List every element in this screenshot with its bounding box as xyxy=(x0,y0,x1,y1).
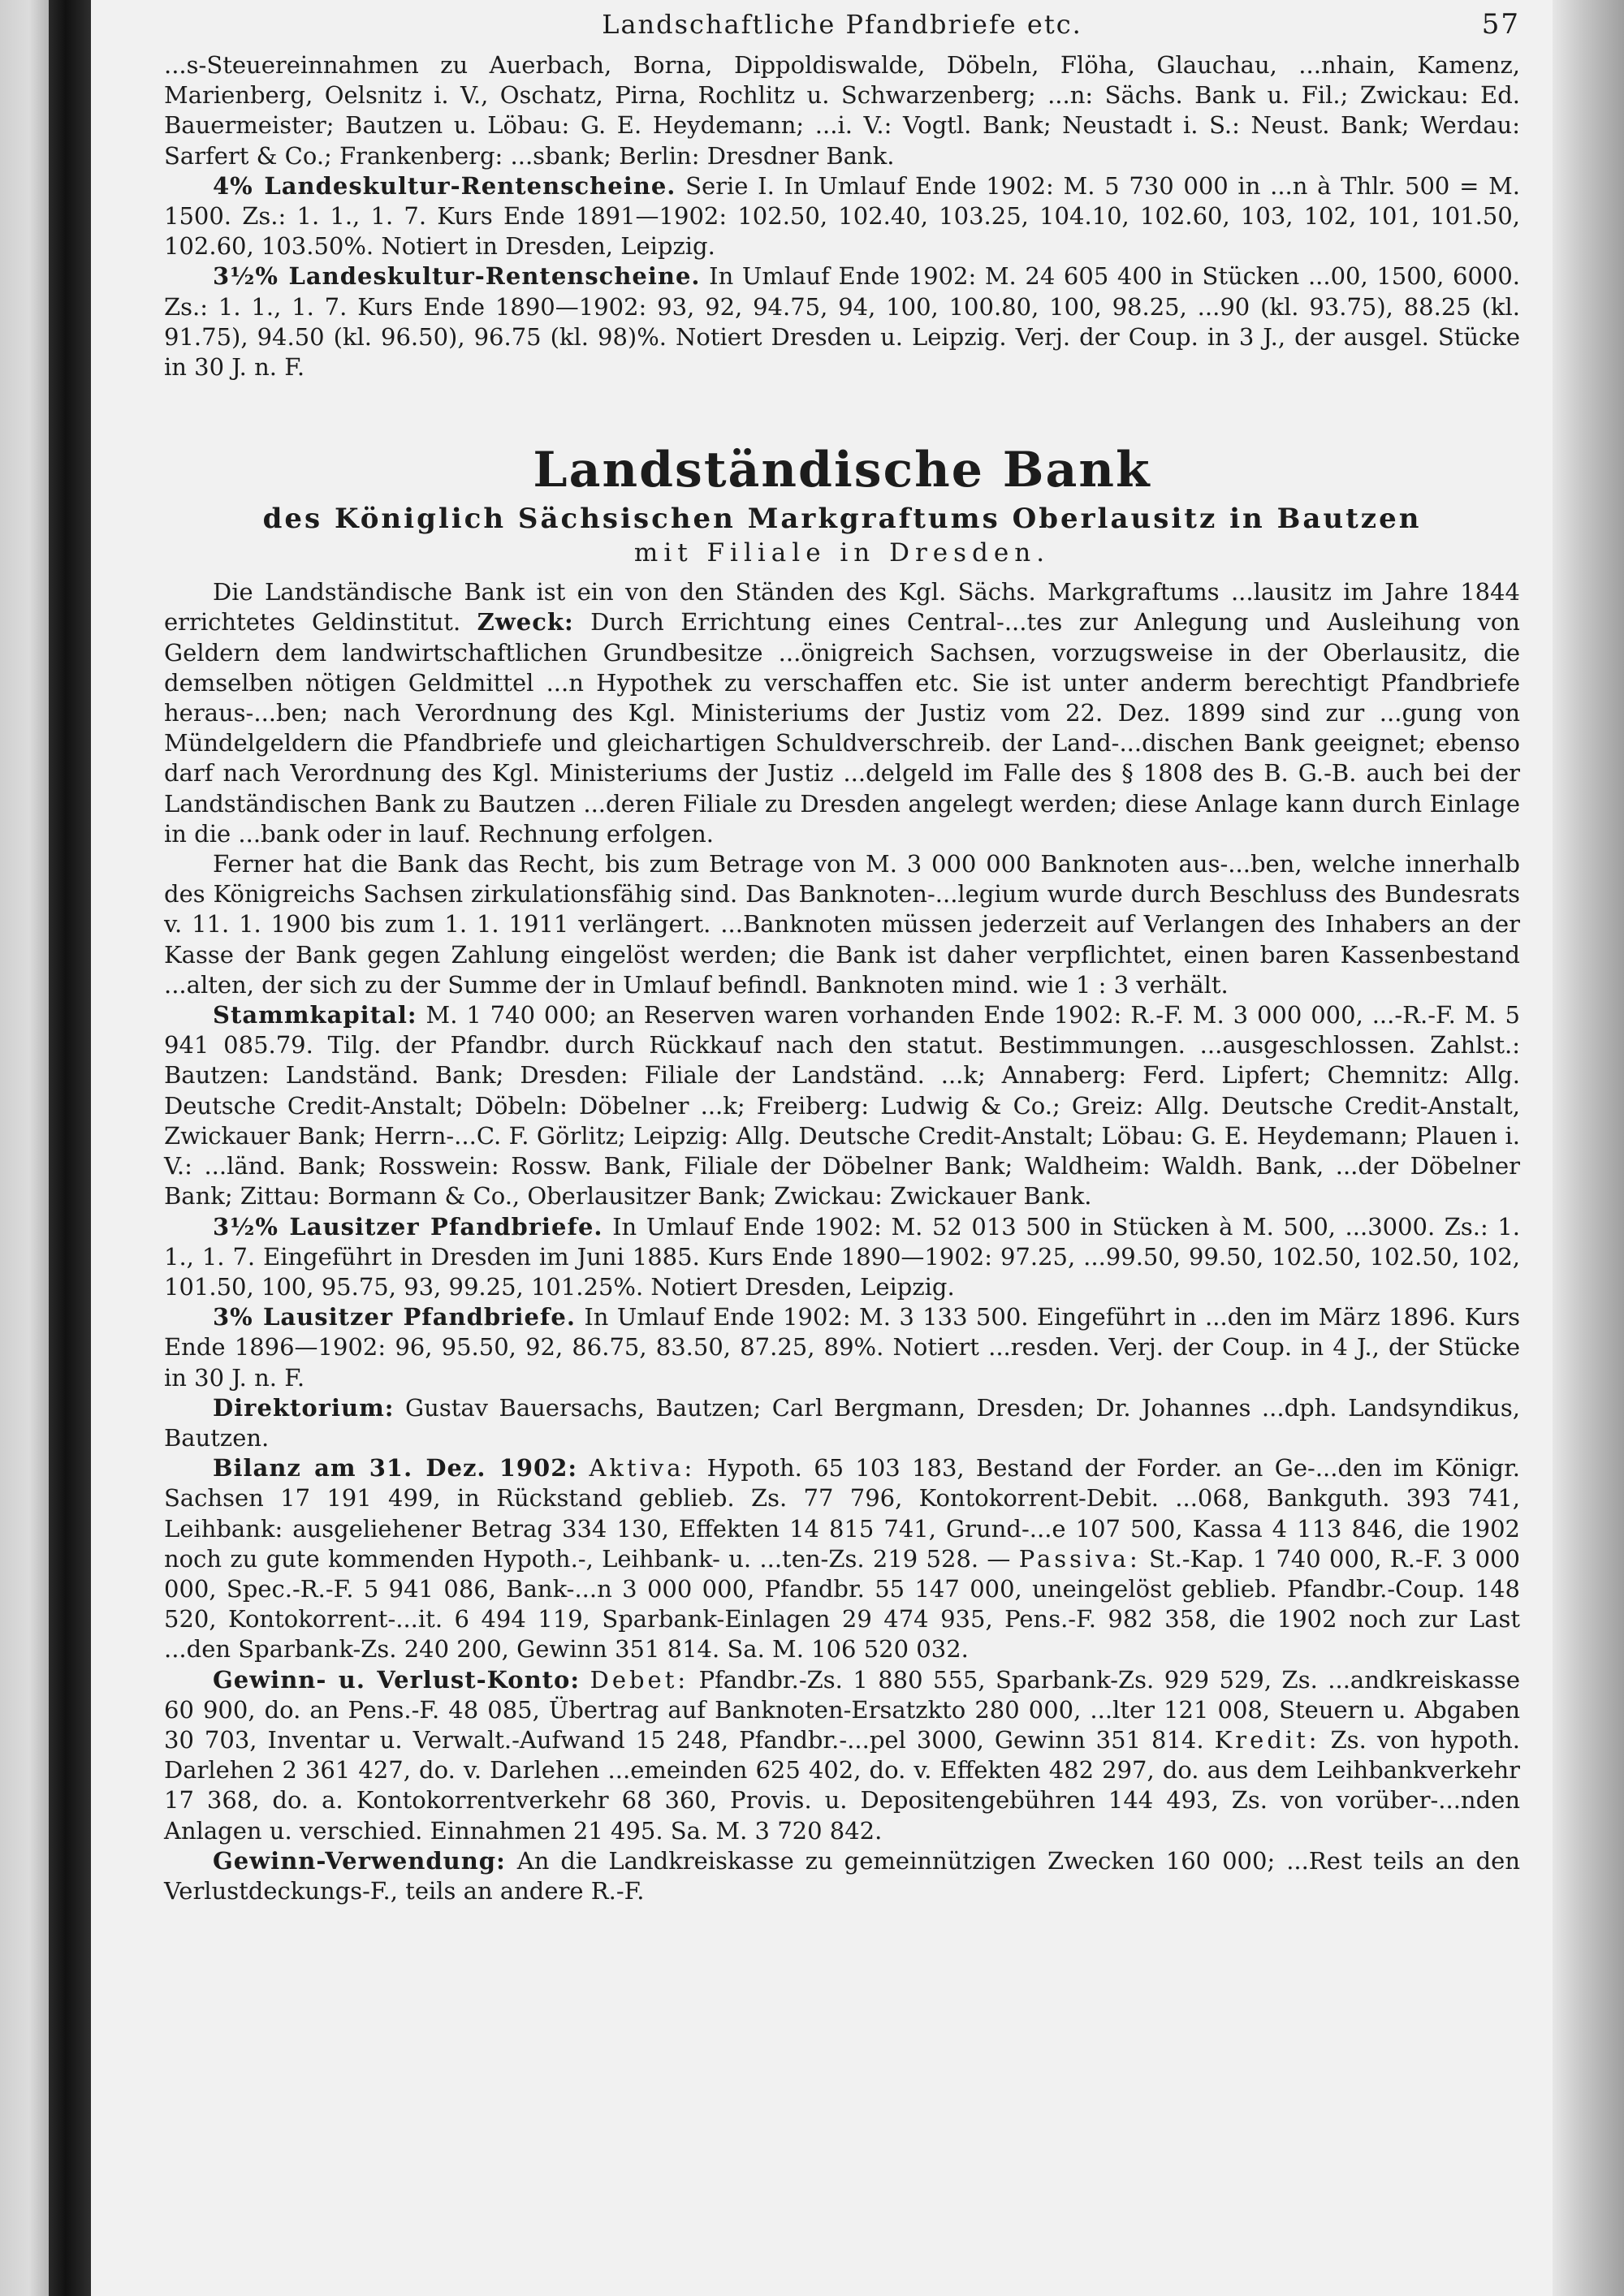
entry-text: In Umlauf Ende 1902: M. 52 013 500 in Stücken à M. 500, ...3000. Zs.: 1. 1., 1. 7. Eingeführt in Dresden im Juni 1885. Kurs Ende 1890—1902: 97.25, ...99.50, 99.50, 102.50, 102.50, 102, 101.50, 100, 95.75, 93, 99.25, 101.25%. Notiert Dresden, Leipzig. xyxy=(164,1212,1521,1301)
entry-label: Gewinn- u. Verlust-Konto: xyxy=(213,1665,581,1694)
entry-label: Direktorium: xyxy=(213,1393,395,1422)
entry-text: In Umlauf Ende 1902: M. 3 133 500. Eingeführt in ...den im März 1896. Kurs Ende 1896—1902: 96, 95.50, 92, 86.75, 83.50, 87.25, 89%. Notiert ...resden. Verj. der Coup. in 4 J., der Stücke in 30 J. n. F. xyxy=(164,1303,1520,1392)
entry-bilanz xyxy=(164,1453,1520,1664)
entry-label: 3½% Landeskultur-Rentenscheine. xyxy=(213,262,701,291)
banknote-paragraph: Ferner hat die Bank das Recht, bis zum Betrage von M. 3 000 000 Banknoten aus-...ben, welche innerhalb des Königreichs Sachsen zirkulationsfähig sind. Das Banknoten-...legium wurde durch Beschluss des Bundesrats v. 11. 1. 1900 bis zum 1. 1. 1911 verlängert. ...Banknoten müssen jederzeit auf Verlangen des Inhabers an der Kasse der Bank gegen Zahlung eingelöst werden; die Bank ist daher verpflichtet, einen baren Kassenbestand ...alten, der sich zu der Summe der in Umlauf befindl. Banknoten mind. wie 1 : 3 verhält. xyxy=(164,850,1520,999)
entry-stammkapital xyxy=(164,1000,1520,1211)
running-head xyxy=(164,10,1520,50)
running-head-title: Landschaftliche Pfandbriefe etc. xyxy=(602,9,1082,40)
entry-label: 3½% Lausitzer Pfandbriefe. xyxy=(213,1212,603,1241)
entry-gewinn-verwendung xyxy=(164,1846,1520,1906)
entry-direktorium xyxy=(164,1393,1520,1453)
bank-title: Landständische Bank xyxy=(533,442,1151,499)
entry-label: 3% Lausitzer Pfandbriefe. xyxy=(213,1303,576,1331)
entry-text: Gustav Bauersachs, Bautzen; Carl Bergmann, Dresden; Dr. Johannes ...dph. Landsyndikus, Bautzen. xyxy=(164,1393,1520,1452)
scan-left-margin xyxy=(0,0,49,2296)
debet-label: Debet: xyxy=(590,1665,689,1694)
entry-landeskultur-35 xyxy=(164,261,1520,382)
entry-label: Stammkapital: xyxy=(213,1001,417,1029)
bank-subtitle-branch: mit Filiale in Dresden. xyxy=(633,538,1051,568)
zweck-label: Zweck: xyxy=(477,608,574,637)
entry-label: 4% Landeskultur-Rentenscheine. xyxy=(213,171,676,200)
entry-gewinn-verlust xyxy=(164,1665,1520,1846)
intro-text-b: Durch Errichtung eines Central-...tes zur Anlegung und Ausleihung von Geldern dem landwirtschaftlichen Grundbesitze ...önigreich Sachsen, vorzugsweise in der Oberlausitz, die demselben nötigen Geldmittel ...n Hypothek zu verschaffen etc. Sie ist unter anderm berechtigt Pfandbriefe heraus-...ben; nach Verordnung des Kgl. Ministeriums der Justiz vom 22. Dez. 1899 sind zur ...gung von Mündelgeldern die Pfandbriefe und gleichartigen Schuldverschreib. der Land-...dischen Bank geeignet; ebenso darf nach Verordnung des Kgl. Ministeriums der Justiz ...delgeld im Falle des § 1808 des B. G.-B. auch bei der Landständischen Bank zu Bautzen ...deren Filiale zu Dresden angelegt werden; diese Anlage kann durch Einlage in die ...bank oder in lauf. Rechnung erfolgen. xyxy=(164,608,1520,848)
page-number: 57 xyxy=(1481,8,1520,41)
passiva-text: St.-Kap. 1 740 000, R.-F. 3 000 000, Spec.-R.-F. 5 941 086, Bank-...n 3 000 000, Pfandbr. 55 147 000, uneingelöst geblieb. Pfandbr.-Coup. 148 520, Kontokorrent-...it. 6 494 119, Sparbank-Einlagen 29 474 935, Pens.-F. 982 358, die 1902 noch zur Last ...den Sparbank-Zs. 240 200, Gewinn 351 814. Sa. M. 106 520 032. xyxy=(164,1544,1521,1664)
kredit-label: Kredit: xyxy=(1214,1725,1320,1754)
scan-right-margin xyxy=(1553,0,1624,2296)
binding-shadow xyxy=(49,0,91,2296)
entry-text: An die Landkreiskasse zu gemeinnützigen Zwecken 160 000; ...Rest teils an den Verlustdeckungs-F., teils an andere R.-F. xyxy=(164,1846,1521,1905)
intro-text-a: Die Landständische Bank ist ein von den Ständen des Kgl. Sächs. Markgraftums ...lausitz im Jahre 1844 errichtetes Geldinstitut. xyxy=(164,578,1520,637)
entry-lausitzer-3 xyxy=(164,1302,1520,1393)
entry-text: In Umlauf Ende 1902: M. 24 605 400 in Stücken ...00, 1500, 6000. Zs.: 1. 1., 1. 7. Kurs Ende 1890—1902: 93, 92, 94.75, 94, 100, 100.80, 100, 98.25, ...90 (kl. 93.75), 88.25 (kl. 91.75), 94.50 (kl. 96.50), 96.75 (kl. 98)%. Notiert Dresden u. Leipzig. Verj. der Coup. in 3 J., der ausgel. Stücke in 30 J. n. F. xyxy=(164,262,1521,382)
entry-label: Bilanz am 31. Dez. 1902: xyxy=(213,1454,578,1482)
intro-paragraph xyxy=(164,577,1520,849)
kredit-text: Zs. von hypoth. Darlehen 2 361 427, do. v. Darlehen ...emeinden 625 402, do. v. Effekten 482 297, do. aus dem Leihbankverkehr 17 368, do. a. Kontokorrentverkehr 68 360, Provis. u. Depositengebühren 144 493, Zs. von vorüber-...nden Anlagen u. verschied. Einnahmen 21 495. Sa. M. 3 720 842. xyxy=(164,1725,1521,1845)
bank-subtitle: des Königlich Sächsischen Markgraftums Oberlausitz in Bautzen xyxy=(262,503,1422,536)
passiva-label: Passiva: xyxy=(1018,1544,1141,1573)
entry-label: Gewinn-Verwendung: xyxy=(213,1846,506,1875)
aktiva-label: Aktiva: xyxy=(589,1454,696,1482)
entry-lausitzer-35 xyxy=(164,1212,1520,1303)
entry-text: M. 1 740 000; an Reserven waren vorhanden Ende 1902: R.-F. M. 3 000 000, ...-R.-F. M. 5 941 085.79. Tilg. der Pfandbr. durch Rückkauf nach den statut. Bestimmungen. ...ausgeschlossen. Zahlst.: Bautzen: Landständ. Bank; Dresden: Filiale der Landständ. ...k; Annaberg: Ferd. Lipfert; Chemnitz: Allg. Deutsche Credit-Anstalt; Döbeln: Döbelner ...k; Freiberg: Ludwig & Co.; Greiz: Allg. Deutsche Credit-Anstalt, Zwickauer Bank; Herrn-...C. F. Görlitz; Leipzig: Allg. Deutsche Credit-Anstalt; Löbau: G. E. Heydemann; Plauen i. V.: ...länd. Bank; Rosswein: Rossw. Bank, Filiale der Döbelner Bank; Waldheim: Waldh. Bank, ...der Döbelner Bank; Zittau: Bormann & Co., Oberlausitzer Bank; Zwickau: Zwickauer Bank. xyxy=(164,1001,1520,1211)
page-content xyxy=(164,10,1520,1906)
book-page xyxy=(91,0,1553,2296)
debet-text: Pfandbr.-Zs. 1 880 555, Sparbank-Zs. 929 529, Zs. ...andkreiskasse 60 900, do. an Pens.-F. 48 085, Übertrag auf Banknoten-Ersatzkto 280 000, ...lter 121 008, Steuern u. Abgaben 30 703, Inventar u. Verwalt.-Aufwand 15 248, Pfandbr.-...pel 3000, Gewinn 351 814. xyxy=(164,1665,1520,1754)
entry-landeskultur-4 xyxy=(164,171,1520,262)
continuation-paragraph: ...s-Steuereinnahmen zu Auerbach, Borna, Dippoldiswalde, Döbeln, Flöha, Glauchau, ...nhain, Kamenz, Marienberg, Oelsnitz i. V., Oschatz, Pirna, Rochlitz u. Schwarzenberg; ...n: Sächs. Bank u. Fil.; Zwickau: Ed. Bauermeister; Bautzen u. Löbau: G. E. Heydemann; ...i. V.: Vogtl. Bank; Neustadt i. S.: Neust. Bank; Werdau: Sarfert & Co.; Frankenberg: ...sbank; Berlin: Dresdner Bank. xyxy=(164,51,1520,170)
aktiva-text: Hypoth. 65 103 183, Bestand der Forder. an Ge-...den im Königr. Sachsen 17 191 499, in Rückstand geblieb. Zs. 77 796, Kontokorrent-Debit. ...068, Bankguth. 393 741, Leihbank: ausgeliehener Betrag 334 130, Effekten 14 815 741, Grund-...e 107 500, Kassa 4 113 846, die 1902 noch zu gute kommenden Hypoth.-, Leihbank- u. ...ten-Zs. 219 528. — xyxy=(164,1454,1521,1573)
entry-text: Serie I. In Umlauf Ende 1902: M. 5 730 000 in ...n à Thlr. 500 = M. 1500. Zs.: 1. 1., 1. 7. Kurs Ende 1891—1902: 102.50, 102.40, 103.25, 104.10, 102.60, 103, 102, 101, 101.50, 102.60, 103.50%. Notiert in Dresden, Leipzig. xyxy=(164,171,1521,261)
